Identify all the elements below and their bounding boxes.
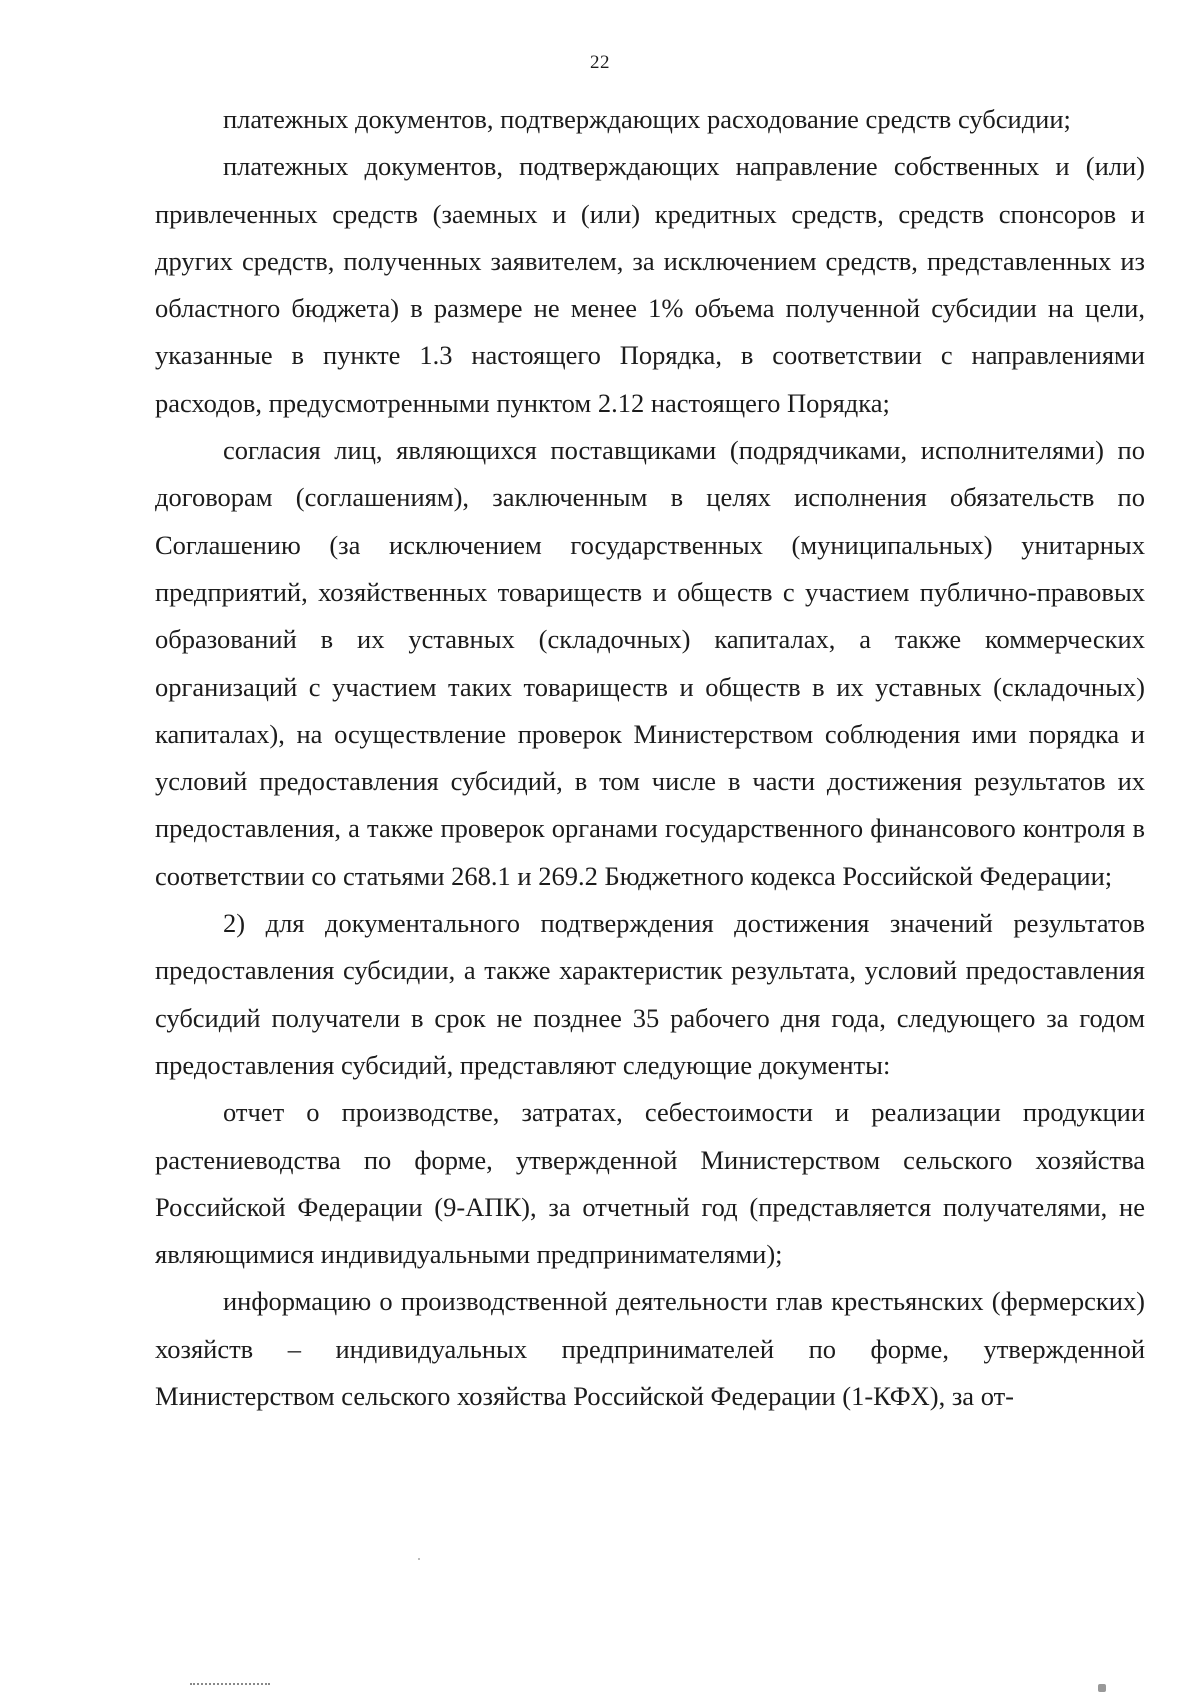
- scan-speck: [418, 1558, 420, 1560]
- scan-mark-bottom-right: [1098, 1684, 1106, 1692]
- paragraph-farm-activity-info: информацию о производственной деятельности глав крестьянских (фермерских) хозяйств – индивидуальных предпринимателей по форме, утвержденной Министерством сельского хозяйства Российской Федерации (1-КФХ), за от-: [155, 1286, 1145, 1412]
- paragraph-results-confirmation: 2) для документального подтверждения достижения значений результатов предоставления субсидии, а также характеристик результата, условий предоставления субсидий получатели в срок не позднее 35 рабочего дня года, следующего за годом предоставления субсидий, представляют следующие документы:: [155, 908, 1145, 1080]
- scan-mark-top: [960, 0, 1110, 8]
- paragraph-production-report: отчет о производстве, затратах, себестоимости и реализации продукции растениеводства по форме, утвержденной Министерством сельского хозяйства Российской Федерации (9-АПК), за отчетный год (представляется получателями, не являющимися индивидуальными предпринимателями);: [155, 1097, 1145, 1270]
- paragraph-payment-docs-spending: платежных документов, подтверждающих расходование средств субсидии;: [223, 104, 1071, 134]
- scan-mark-bottom-left: [190, 1683, 270, 1693]
- page-number: 22: [590, 52, 610, 73]
- paragraph-payment-docs-own-funds: платежных документов, подтверждающих направление собственных и (или) привлеченных средств (заемных и (или) кредитных средств, средств спонсоров и других средств, полученных заявителем, за исключением средств, представленных из областного бюджета) в размере не менее 1% объема полученной субсидии на цели, указанные в пункте 1.3 настоящего Порядка, в соответствии с направлениями расходов, предусмотренными пунктом 2.12 настоящего Порядка;: [155, 151, 1145, 418]
- document-body: [155, 96, 1145, 1420]
- paragraph-supplier-consents: согласия лиц, являющихся поставщиками (подрядчиками, исполнителями) по договорам (соглашениям), заключенным в целях исполнения обязательств по Соглашению (за исключением государственных (муниципальных) унитарных предприятий, хозяйственных товариществ и обществ с участием публично-правовых образований в их уставных (складочных) капиталах, а также коммерческих организаций с участием таких товариществ и обществ в их уставных (складочных) капиталах), на осуществление проверок Министерством соблюдения ими порядка и условий предоставления субсидий, в том числе в части достижения результатов их предоставления, а также проверок органами государственного финансового контроля в соответствии со статьями 268.1 и 269.2 Бюджетного кодекса Российской Федерации;: [155, 435, 1145, 891]
